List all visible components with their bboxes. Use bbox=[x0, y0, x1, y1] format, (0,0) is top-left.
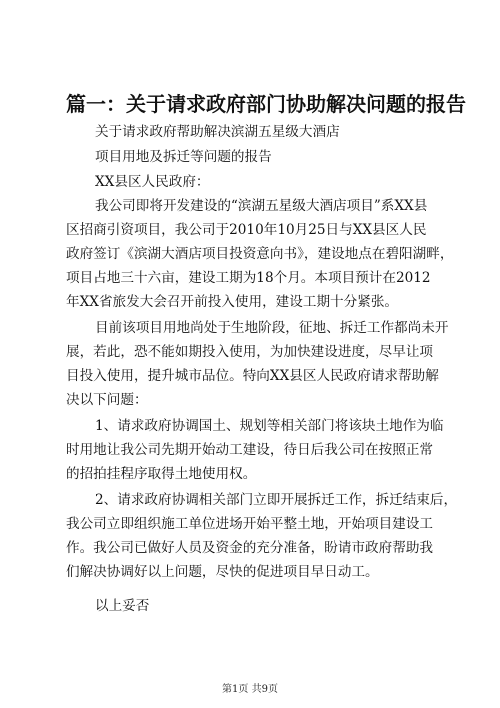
paragraph-2-line-1: 目前该项目用地尚处于生地阶段，征地、拆迁工作都尚未开 bbox=[95, 320, 449, 336]
paragraph-3-line-1: 1、请求政府协调国土、规划等相关部门将该块土地作为临 bbox=[95, 418, 444, 434]
paragraph-1-line-2: 区招商引资项目，我公司于2010年10月25日与XX县区人民 bbox=[66, 222, 427, 238]
document-title: 篇一：关于请求政府部门协助解决问题的报告 bbox=[66, 92, 466, 116]
paragraph-1-line-5: 年XX省旅发大会召开前投入使用，建设工期十分紧张。 bbox=[66, 294, 399, 310]
subtitle-line-2: 项目用地及拆迁等问题的报告 bbox=[95, 149, 272, 165]
subtitle-line-1: 关于请求政府帮助解决滨湖五星级大酒店 bbox=[95, 124, 340, 140]
paragraph-1-line-3: 政府签订《滨湖大酒店项目投资意向书》，建设地点在碧阳湖畔， bbox=[66, 246, 454, 262]
paragraph-4-line-1: 2、请求政府协调相关部门立即开展拆迁工作，拆迁结束后， bbox=[95, 492, 458, 508]
paragraph-2-line-4: 决以下问题： bbox=[66, 392, 148, 408]
paragraph-4-line-3: 作。我公司已做好人员及资金的充分准备，盼请市政府帮助我 bbox=[66, 540, 434, 556]
page-footer: 第1页 共9页 bbox=[222, 684, 278, 695]
paragraph-1-line-1: 我公司即将开发建设的“滨湖五星级大酒店项目”系XX县 bbox=[95, 198, 428, 214]
paragraph-2-line-3: 目投入使用，提升城市品位。特向XX县区人民政府请求帮助解 bbox=[66, 368, 439, 384]
paragraph-2-line-2: 展，若此，恐不能如期投入使用，为加快建设进度，尽早让项 bbox=[66, 344, 434, 360]
paragraph-3-line-3: 的招拍挂程序取得土地使用权。 bbox=[66, 466, 257, 482]
paragraph-4-line-2: 我公司立即组织施工单位进场开始平整土地，开始项目建设工 bbox=[66, 516, 434, 532]
closing-line: 以上妥否 bbox=[95, 598, 150, 614]
paragraph-4-line-4: 们解决协调好以上问题，尽快的促进项目早日动工。 bbox=[66, 564, 379, 580]
paragraph-3-line-2: 时用地让我公司先期开始动工建设，待日后我公司在按照正常 bbox=[66, 442, 434, 458]
paragraph-1-line-4: 项目占地三十六亩，建设工期为18个月。本项目预计在2012 bbox=[66, 270, 431, 286]
salutation: XX县区人民政府： bbox=[95, 174, 210, 190]
